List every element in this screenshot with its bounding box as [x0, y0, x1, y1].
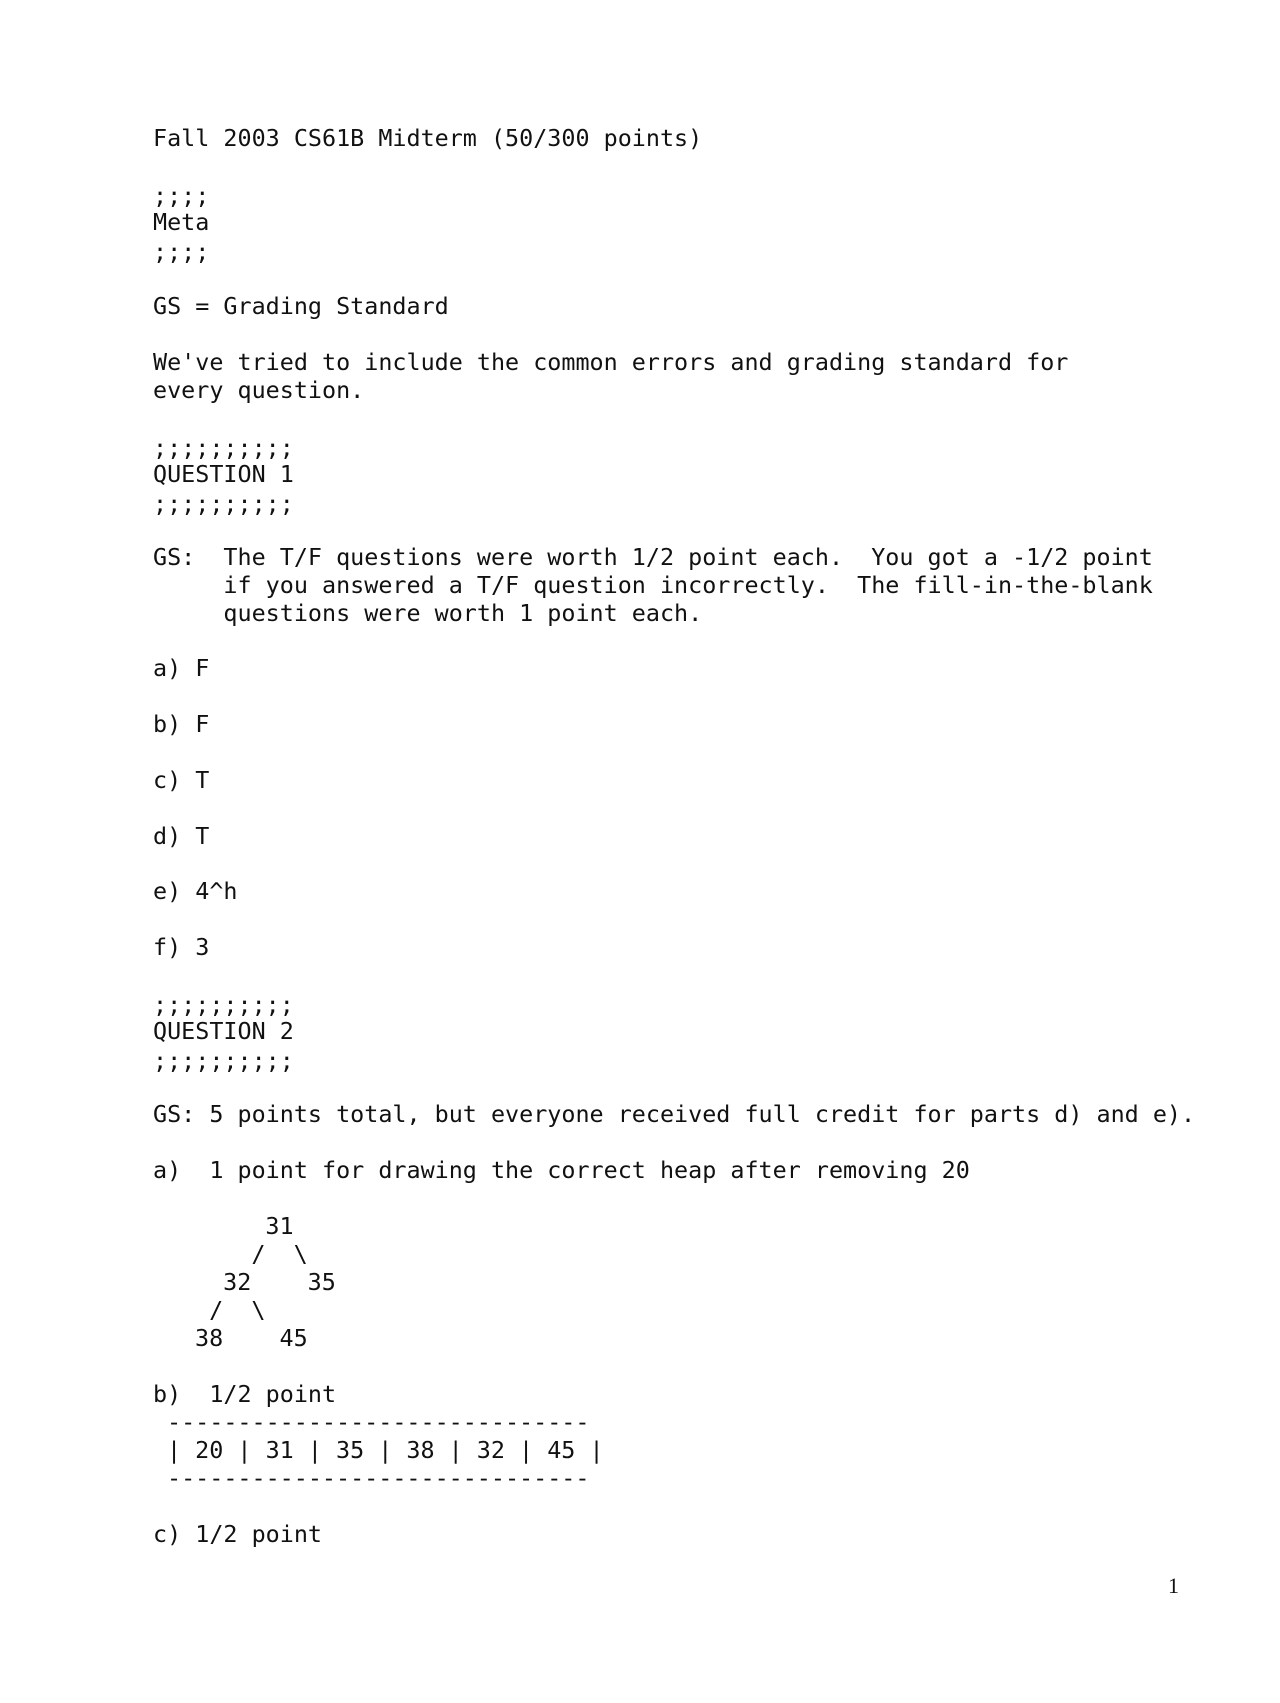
- heap-diagram-line: / \: [195, 1296, 266, 1324]
- gs-definition: GS = Grading Standard: [153, 292, 449, 320]
- heap-diagram-line: 31: [195, 1212, 294, 1240]
- array-row: | 20 | 31 | 35 | 38 | 32 | 45 |: [167, 1436, 604, 1464]
- q2-part-a: a) 1 point for drawing the correct heap after removing 20: [153, 1156, 970, 1184]
- heap-diagram-line: / \: [195, 1240, 308, 1268]
- q1-answer: c) T: [153, 766, 210, 794]
- q2-part-b: b) 1/2 point: [153, 1380, 337, 1408]
- q1-answer: f) 3: [153, 933, 210, 961]
- intro-line: every question.: [153, 376, 365, 404]
- heap-diagram-line: 32 35: [195, 1268, 336, 1296]
- separator: ;;;;;;;;;;: [153, 1047, 294, 1075]
- meta-heading: Meta: [153, 208, 210, 236]
- question-2-heading: QUESTION 2: [153, 1017, 294, 1045]
- separator: ;;;;: [153, 182, 210, 210]
- array-border-bottom: ------------------------------: [167, 1464, 590, 1492]
- separator: ;;;;;;;;;;: [153, 490, 294, 518]
- intro-line: We've tried to include the common errors and grading standard for: [153, 348, 1069, 376]
- array-border-top: ------------------------------: [167, 1408, 590, 1436]
- separator: ;;;;;;;;;;: [153, 434, 294, 462]
- q1-answer: d) T: [153, 822, 210, 850]
- q1-grading-standard: questions were worth 1 point each.: [153, 599, 703, 627]
- q2-grading-standard: GS: 5 points total, but everyone received full credit for parts d) and e).: [153, 1100, 1196, 1128]
- q1-grading-standard: GS: The T/F questions were worth 1/2 point each. You got a -1/2 point: [153, 543, 1153, 571]
- q1-answer: b) F: [153, 710, 210, 738]
- document-title: Fall 2003 CS61B Midterm (50/300 points): [153, 124, 703, 152]
- q1-answer: a) F: [153, 654, 210, 682]
- question-1-heading: QUESTION 1: [153, 460, 294, 488]
- q1-answer: e) 4^h: [153, 877, 238, 905]
- q1-grading-standard: if you answered a T/F question incorrectly. The fill-in-the-blank: [153, 571, 1153, 599]
- heap-diagram-line: 38 45: [195, 1324, 308, 1352]
- separator: ;;;;: [153, 238, 210, 266]
- separator: ;;;;;;;;;;: [153, 991, 294, 1019]
- page-number: 1: [1168, 1573, 1179, 1598]
- q2-part-c: c) 1/2 point: [153, 1520, 322, 1548]
